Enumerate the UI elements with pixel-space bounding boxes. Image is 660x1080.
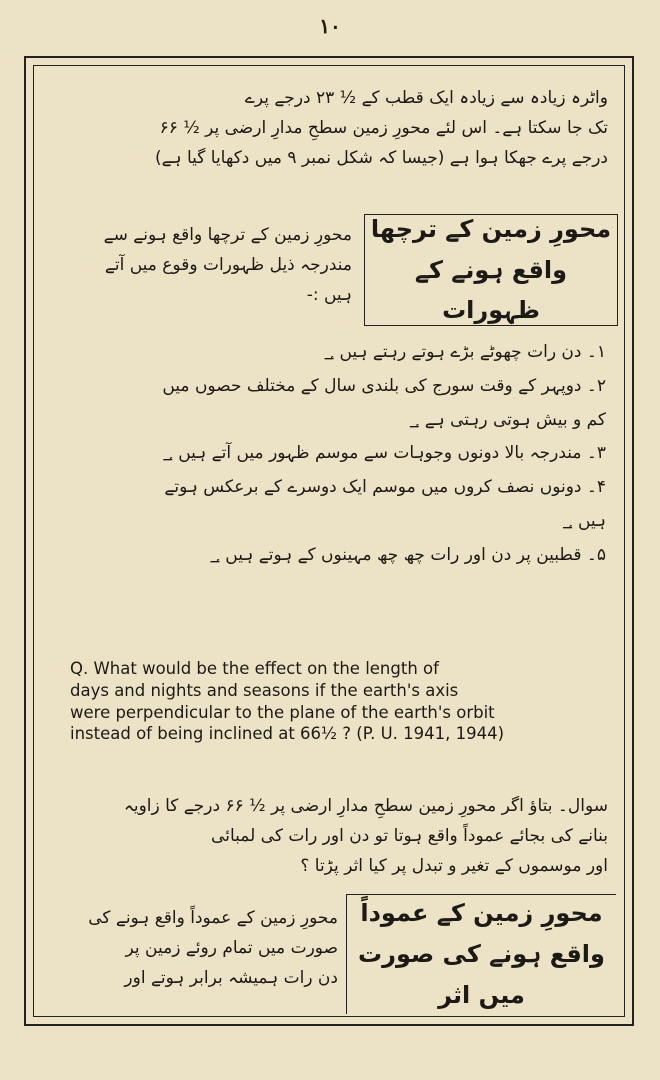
list-item: ۱۔ دن رات چھوٹے بڑے ہوتے رہتے ہیں ؀	[324, 342, 606, 362]
list-item: ۳۔ مندرجہ بالا دونوں وجوہات سے موسم ظہور میں آتے ہیں ؀	[162, 443, 606, 464]
text-line: مندرجہ ذیل ظہورات وقوع میں آتے	[104, 254, 352, 275]
inner-border	[33, 65, 625, 1017]
text-line: دن رات ہمیشہ برابر ہوتے اور	[124, 967, 338, 988]
text-line: محورِ زمین کے ترچھا واقع ہونے سے	[103, 225, 352, 245]
section-heading: محورِ زمین کے عموداً واقع ہونے کی صورت میں اثر	[358, 899, 605, 1009]
text-line: were perpendicular to the plane of the earth's orbit	[70, 702, 495, 722]
list-item: کم و بیش ہوتی رہتی ہے ؀	[409, 409, 606, 430]
section-answer	[48, 904, 338, 993]
text-line: days and nights and seasons if the earth's axis	[70, 680, 459, 700]
section-heading-box	[364, 214, 618, 326]
text-line: صورت میں تمام روئے زمین پر	[125, 937, 338, 958]
text-line: instead of being inclined at 66½ ? (P. U. 1941, 1944)	[70, 724, 505, 744]
text-line: Q. What would be the effect on the length of	[70, 659, 439, 678]
text-line: بنانے کی بجائے عموداً واقع ہوتا تو دن اور رات کی لمبائی	[211, 825, 608, 846]
text-line: محورِ زمین کے عموداً واقع ہونے کی	[88, 908, 338, 928]
text-line: سوال۔ بتاؤ اگر محورِ زمین سطحِ مدارِ ارضی پر ½ ۶۶ درجے کا زاویہ	[123, 796, 608, 816]
top-paragraph	[50, 84, 608, 173]
page-border	[24, 56, 634, 1026]
text-line: اور موسموں کے تغیر و تبدل پر کیا اثر پڑتا ؟	[300, 855, 608, 876]
english-question	[70, 658, 608, 745]
section-heading: محورِ زمین کے ترچھا واقع ہونے کے ظہورات	[370, 214, 612, 325]
list-item: ۵۔ قطبین پر دن اور رات چھ چھ مہینوں کے ہوتے ہیں ؀	[209, 544, 606, 565]
urdu-question	[48, 792, 608, 881]
text-line: تک جا سکتا ہے۔ اس لئے محورِ زمین سطحِ مدارِ ارضی پر ½ ۶۶	[159, 117, 608, 138]
section-heading-box	[346, 894, 616, 1014]
text-line: واٹرہ زیادہ سے زیادہ ایک قطب کے ½ ۲۳ درجے پرے	[244, 88, 608, 108]
page-number: ۱۰	[319, 14, 341, 38]
effects-list	[48, 338, 606, 574]
list-item: ۲۔ دوپہر کے وقت سورج کی بلندی سال کے مختلف حصوں میں	[162, 375, 606, 396]
list-item: ہیں ؀	[562, 510, 606, 531]
list-item: ۴۔ دونوں نصف کروں میں موسم ایک دوسرے کے برعکس ہوتے	[164, 477, 606, 497]
text-line: درجے پرے جھکا ہوا ہے (جیسا کہ شکل نمبر ۹ میں دکھایا گیا ہے)	[155, 147, 608, 168]
section-intro	[48, 221, 352, 310]
text-line: ہیں :-	[306, 284, 352, 305]
